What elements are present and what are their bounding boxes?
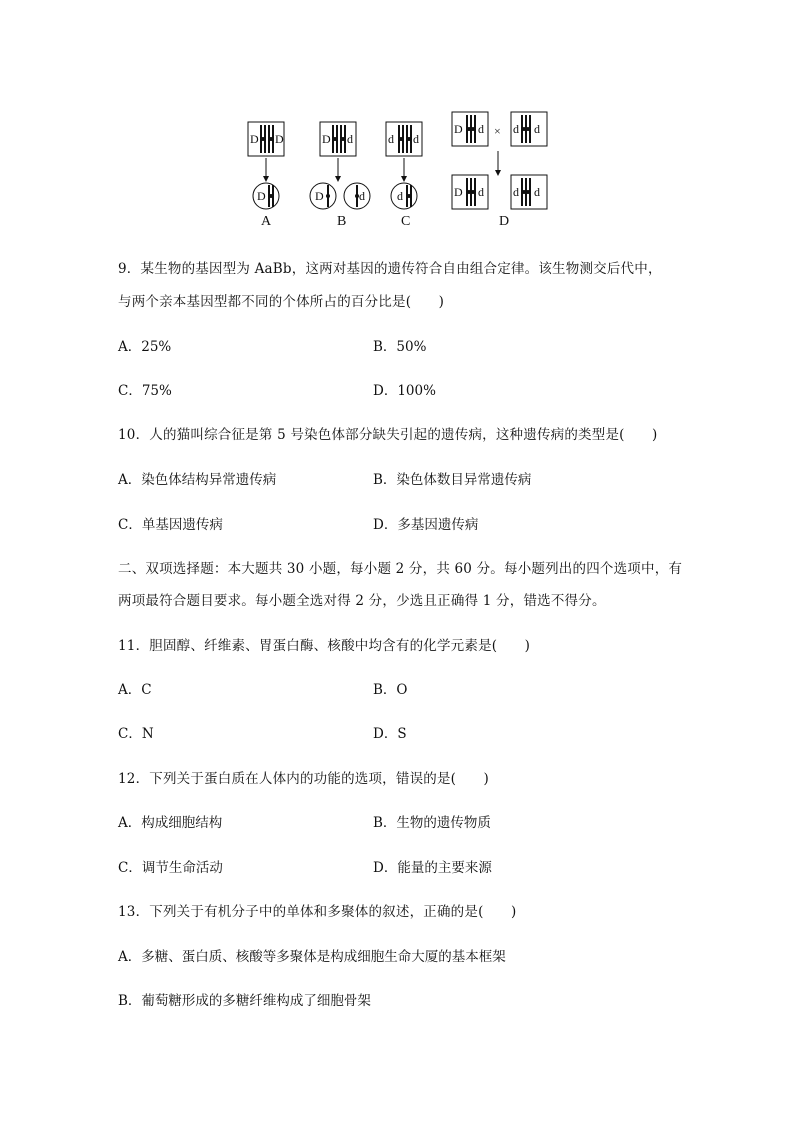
q10-option-c: C．单基因遗传病	[118, 517, 223, 533]
q9-option-d: D．100%	[373, 383, 436, 399]
q11-option-b: B．O	[373, 682, 408, 698]
q9-stem-line1: 9．某生物的基因型为 AaBb，这两对基因的遗传符合自由组合定律。该生物测交后代中，	[118, 261, 662, 277]
figure-label-a: A	[261, 214, 272, 229]
svg-text:D: D	[454, 185, 463, 199]
q9-option-b: B．50%	[373, 339, 427, 355]
q12-option-d: D．能量的主要来源	[373, 860, 492, 876]
svg-text:D: D	[454, 122, 463, 136]
svg-text:d: d	[347, 132, 353, 146]
q10-option-d: D．多基因遗传病	[373, 517, 479, 533]
svg-text:d: d	[413, 132, 419, 146]
q11-stem: 11．胆固醇、纤维素、胃蛋白酶、核酸中均含有的化学元素是( )	[118, 638, 531, 654]
q10-option-b: B．染色体数目异常遗传病	[373, 472, 532, 488]
figure-label-d: D	[499, 214, 510, 229]
svg-text:d: d	[388, 132, 394, 146]
figure-label-b: B	[337, 214, 347, 229]
q13-option-b: B．葡萄糖形成的多糖纤维构成了细胞骨架	[118, 993, 371, 1009]
svg-text:D: D	[257, 189, 266, 203]
q10-stem: 10．人的猫叫综合征是第 5 号染色体部分缺失引起的遗传病，这种遗传病的类型是( )	[118, 427, 658, 443]
svg-text:d: d	[397, 189, 403, 203]
svg-text:d: d	[513, 122, 519, 136]
q12-option-c: C．调节生命活动	[118, 860, 223, 876]
q9-option-a: A．25%	[118, 339, 172, 355]
allele-segregation-figure	[240, 105, 560, 235]
svg-text:D: D	[250, 132, 259, 146]
q11-option-d: D．S	[373, 726, 407, 742]
svg-text:d: d	[359, 189, 365, 203]
figure-c-gamete	[391, 183, 417, 209]
q12-stem: 12．下列关于蛋白质在人体内的功能的选项，错误的是( )	[118, 771, 490, 787]
svg-text:d: d	[478, 185, 484, 199]
q13-option-a: A．多糖、蛋白质、核酸等多聚体是构成细胞生命大厦的基本框架	[118, 949, 506, 965]
q13-stem: 13．下列关于有机分子中的单体和多聚体的叙述，正确的是( )	[118, 904, 517, 920]
svg-text:d: d	[478, 122, 484, 136]
svg-text:D: D	[322, 132, 331, 146]
q11-option-c: C．N	[118, 726, 154, 742]
q12-option-b: B．生物的遗传物质	[373, 815, 491, 831]
svg-text:d: d	[534, 185, 540, 199]
svg-text:D: D	[315, 189, 324, 203]
cross-symbol: ×	[494, 124, 501, 138]
q9-stem-line2: 与两个亲本基因型都不同的个体所占的百分比是( )	[118, 294, 445, 310]
section2-instructions-line2: 两项最符合题目要求。每小题全选对得 2 分，少选且正确得 1 分，错选不得分。	[118, 593, 606, 609]
q10-option-a: A．染色体结构异常遗传病	[118, 472, 277, 488]
figure-label-c: C	[401, 214, 411, 229]
q11-option-a: A．C	[118, 682, 152, 698]
svg-text:D: D	[275, 132, 284, 146]
q9-option-c: C．75%	[118, 383, 172, 399]
svg-text:d: d	[534, 122, 540, 136]
svg-text:d: d	[513, 185, 519, 199]
section2-instructions-line1: 二、双项选择题：本大题共 30 小题，每小题 2 分，共 60 分。每小题列出的四个选项中，有	[118, 561, 683, 577]
q12-option-a: A．构成细胞结构	[118, 815, 223, 831]
